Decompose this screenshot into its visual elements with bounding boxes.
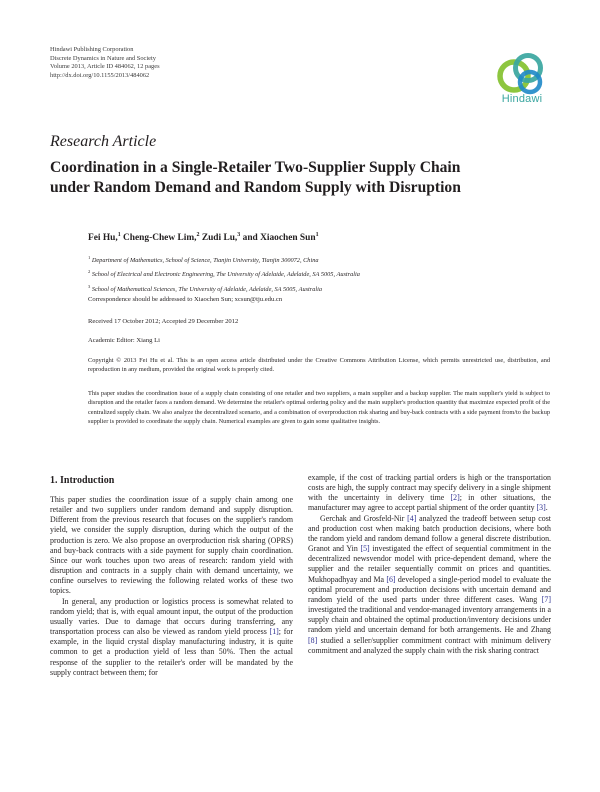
paragraph-text: investigated the traditional and vendor-managed inventory arrangements in a supply chain and obtained the optimal production/inventory decisions under random yield and uncertain demand for both arrangements. He and Zhang (308, 605, 551, 635)
affiliation-item (88, 252, 360, 266)
author-list (88, 232, 319, 243)
journal-header (50, 46, 160, 80)
author-affil-sup: 2 (196, 232, 200, 238)
author-name: and Xiaochen Sun (242, 233, 316, 244)
affil-sup: 3 (88, 283, 91, 289)
paragraph-text: . (545, 503, 548, 513)
article-type: Research Article (50, 133, 157, 150)
citation-link[interactable]: [5] (360, 544, 370, 554)
affil-text: School of Mathematical Sciences, The University of Adelaide, Adelaide, SA 5005, Australia (91, 285, 323, 293)
citation-link[interactable]: [6] (386, 574, 396, 584)
paragraph-text: example, if the cost of tracking partial orders is high or the transportation costs are high, the supply contract may specify delivery in a single shipment with the uncertainty in delivery time (308, 473, 551, 503)
paragraph (50, 597, 293, 678)
received-dates: Received 17 October 2012; Accepted 29 December 2012 (88, 318, 239, 325)
citation-link[interactable]: [7] (541, 594, 551, 604)
affiliation-item (88, 281, 360, 295)
paragraph (308, 473, 551, 514)
citation-link[interactable]: [4] (407, 513, 417, 523)
paragraph-text: studied a seller/supplier commitment contract with minimum delivery commitment and analyzed the supply chain with the risk sharing contract (308, 635, 551, 655)
affil-sup: 1 (88, 255, 91, 260)
right-column (308, 473, 551, 656)
citation-link[interactable]: [2] (450, 493, 460, 503)
academic-editor: Academic Editor: Xiang Li (88, 337, 160, 344)
paragraph-text: ; in other situations, the manufacturer may agree to accept partial shipment of the order quantity (308, 493, 552, 513)
volume-line: Volume 2013, Article ID 484062, 12 pages (50, 63, 160, 71)
author-name: Cheng-Chew Lim, (123, 233, 197, 244)
paragraph-text: developed a single-period model to evaluate the optimal procurement and production decisions with uncertain demand and random yield of the used parts under three different cases. Wang (308, 574, 551, 604)
paragraph-text: ; for example, in the liquid crystal display manufacturing industry, it is quite common to get a production yield of less than 50%. Then the actual response of the supplier to the retailer's order will be mandated by the supply contract between them; for (50, 627, 293, 677)
affil-text: School of Electrical and Electronic Engineering, The University of Adelaide, Adelaide, SA 5005, Australia (91, 271, 360, 279)
journal-name: Discrete Dynamics in Nature and Society (50, 54, 156, 62)
section-heading-introduction: 1. Introduction (50, 475, 115, 486)
affiliation-item (88, 266, 360, 280)
paper-title (50, 158, 570, 198)
author-affil-sup: 1 (315, 232, 319, 238)
author-affil-sup: 3 (237, 232, 241, 238)
paragraph: This paper studies the coordination issue of a supply chain among one retailer and two suppliers under random demand and supply disruption. Different from the previous research that focuses on the supplier's random yield, we consider the supply disruption, during which the output of the production is zero. We also propose an overproduction risk sharing (OPRS) and buy-back contracts with a side payment for supply chain coordination. Since our work touches upon two areas of research: random yield with disruption and contracts in a supply chain with demand uncertainty, we confine ourselves to reviewing the following related works of these two topics. (50, 495, 293, 596)
paragraph-text: investigated the effect of sequential commitment in the decentralized newsvendor model with price-dependent demand, where the supplier and the retailer sequentially commit on prices and quantities. Mukhopadhyay and Ma (308, 544, 551, 584)
citation-link[interactable]: [3] (536, 503, 546, 513)
affil-text: Department of Mathematics, School of Science, Tianjin University, Tianjin 300072, China (91, 257, 319, 265)
paragraph-text: analyzed the tradeoff between setup cost and production cost when making batch production decisions, where both the random yield and random demand follow a general discrete distribution. Granot and Yin (308, 513, 551, 554)
publisher-line: Hindawi Publishing Corporation (50, 46, 134, 53)
author-name: Fei Hu, (88, 233, 118, 244)
author-affil-sup: 1 (117, 232, 121, 238)
citation-link[interactable]: [8] (308, 635, 318, 645)
author-name: Zudi Lu, (201, 233, 238, 244)
paragraph-text: Gerchak and Grosfeld-Nir (320, 513, 408, 523)
paragraph (308, 514, 551, 656)
abstract: This paper studies the coordination issue of a supply chain consisting of one retailer and two suppliers, a main supplier and a backup supplier. The main supplier's yield is subject to disruption and the retailer faces a random demand. We determine the retailer's optimal ordering policy and the main supplier's production quantity that maximize expected profit of the centralized supply chain. We also analyze the decentralized scenario, and a combination of overproduction risk sharing and buy-back contracts with a side payment from/to the backup supplier is provided to coordinate the supply chain. Numerical examples are given to gain some qualitative insights. (88, 390, 550, 426)
citation-link[interactable]: [1] (269, 627, 279, 637)
affiliation-list (88, 252, 360, 295)
paragraph-text: In general, any production or logistics process is somewhat related to random yield; that is, with equal amount input, the output of the production usually varies. Due to damage that occurs during transferring, any transportation process can also be viewed as random yield process (50, 596, 293, 637)
copyright-notice: Copyright © 2013 Fei Hu et al. This is an open access article distributed under the Creative Commons Attribution License, which permits unrestricted use, distribution, and reproduction in any medium, provided the original work is properly cited. (88, 357, 550, 374)
correspondence: Correspondence should be addressed to Xiaochen Sun; xcsun@tju.edu.cn (88, 296, 283, 303)
title-line-2: under Random Demand and Random Supply with Disruption (50, 179, 461, 196)
affil-sup: 2 (88, 269, 91, 275)
hindawi-logo-text: Hindawi (501, 93, 543, 105)
title-line-1: Coordination in a Single-Retailer Two-Supplier Supply Chain (50, 159, 461, 176)
left-column (50, 495, 293, 678)
doi-link[interactable]: http://dx.doi.org/10.1155/2013/484062 (50, 71, 150, 79)
